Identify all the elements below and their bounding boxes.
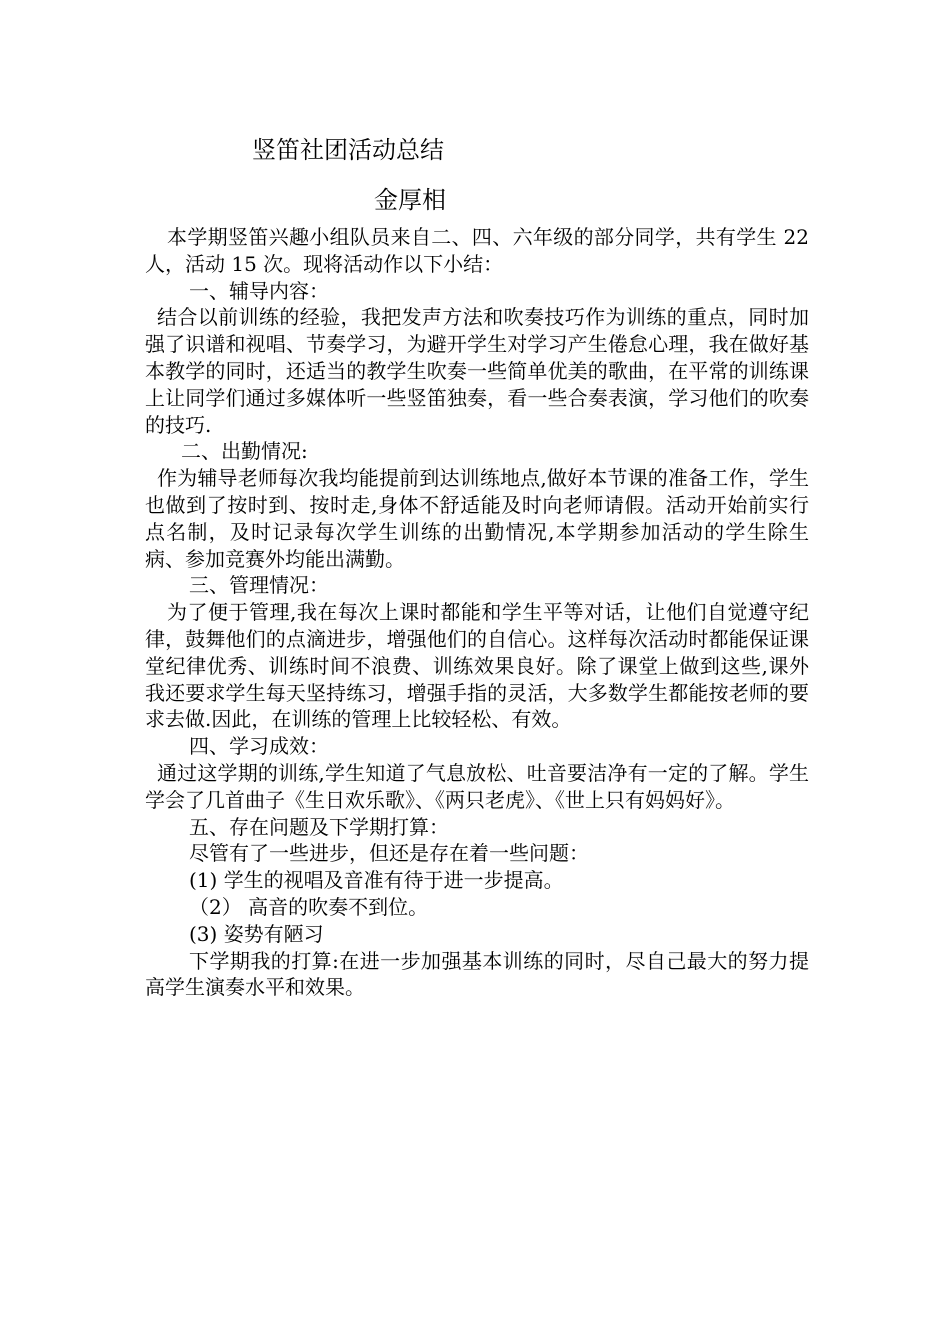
section-paragraph-guidance: 结合以前训练的经验，我把发声方法和吹奏技巧作为训练的重点，同时加强了识谱和视唱、节奏学习，为避开学生对学习产生倦怠心理，我在做好基本教学的同时，还适当的教学生吹奏一些简单优美的歌曲，在平常的训练课上让同学们通过多媒体听一些竖笛独奏，看一些合奏表演，学习他们的吹奏的技巧.	[145, 305, 809, 437]
section-paragraph-management: 为了便于管理,我在每次上课时都能和学生平等对话，让他们自觉遵守纪律，鼓舞他们的点滴进步，增强他们的自信心。这样每次活动时都能保证课堂纪律优秀、训练时间不浪费、训练效果良好。除了课堂上做到这些,课外我还要求学生每天坚持练习，增强手指的灵活，大多数学生都能按老师的要求去做.因此，在训练的管理上比较轻松、有效。	[145, 600, 809, 732]
problem-item-3: (3) 姿势有陋习	[189, 921, 324, 946]
problems-intro: 尽管有了一些进步，但还是存在着一些问题：	[189, 841, 589, 866]
problem-item-1: (1) 学生的视唱及音准有待于进一步提高。	[189, 868, 564, 893]
section-heading-guidance: 一、辅导内容：	[189, 278, 329, 303]
document-author: 金厚相	[374, 186, 446, 214]
section-paragraph-attendance: 作为辅导老师每次我均能提前到达训练地点,做好本节课的准备工作，学生也做到了按时到、按时走,身体不舒适能及时向老师请假。活动开始前实行点名制，及时记录每次学生训练的出勤情况,本学期参加活动的学生除生病、参加竞赛外均能出满勤。	[145, 466, 809, 571]
section-heading-results: 四、学习成效：	[189, 734, 329, 759]
section-heading-management: 三、管理情况：	[189, 573, 329, 598]
next-term-plan: 下学期我的打算:在进一步加强基本训练的同时，尽自己最大的努力提高学生演奏水平和效果。	[145, 948, 809, 1000]
section-paragraph-results: 通过这学期的训练,学生知道了气息放松、吐音要洁净有一定的了解。学生学会了几首曲子《生日欢乐歌》、《两只老虎》、《世上只有妈妈好》。	[145, 760, 809, 812]
section-heading-problems: 五、存在问题及下学期打算：	[189, 814, 449, 839]
document-body	[145, 224, 809, 1001]
problem-item-2: （2） 高音的吹奏不到位。	[189, 894, 429, 919]
document-title: 竖笛社团活动总结	[252, 136, 444, 164]
intro-paragraph: 本学期竖笛兴趣小组队员来自二、四、六年级的部分同学，共有学生 22 人，活动 15 次。现将活动作以下小结：	[145, 225, 809, 276]
section-heading-attendance: 二、出勤情况:	[181, 439, 308, 464]
